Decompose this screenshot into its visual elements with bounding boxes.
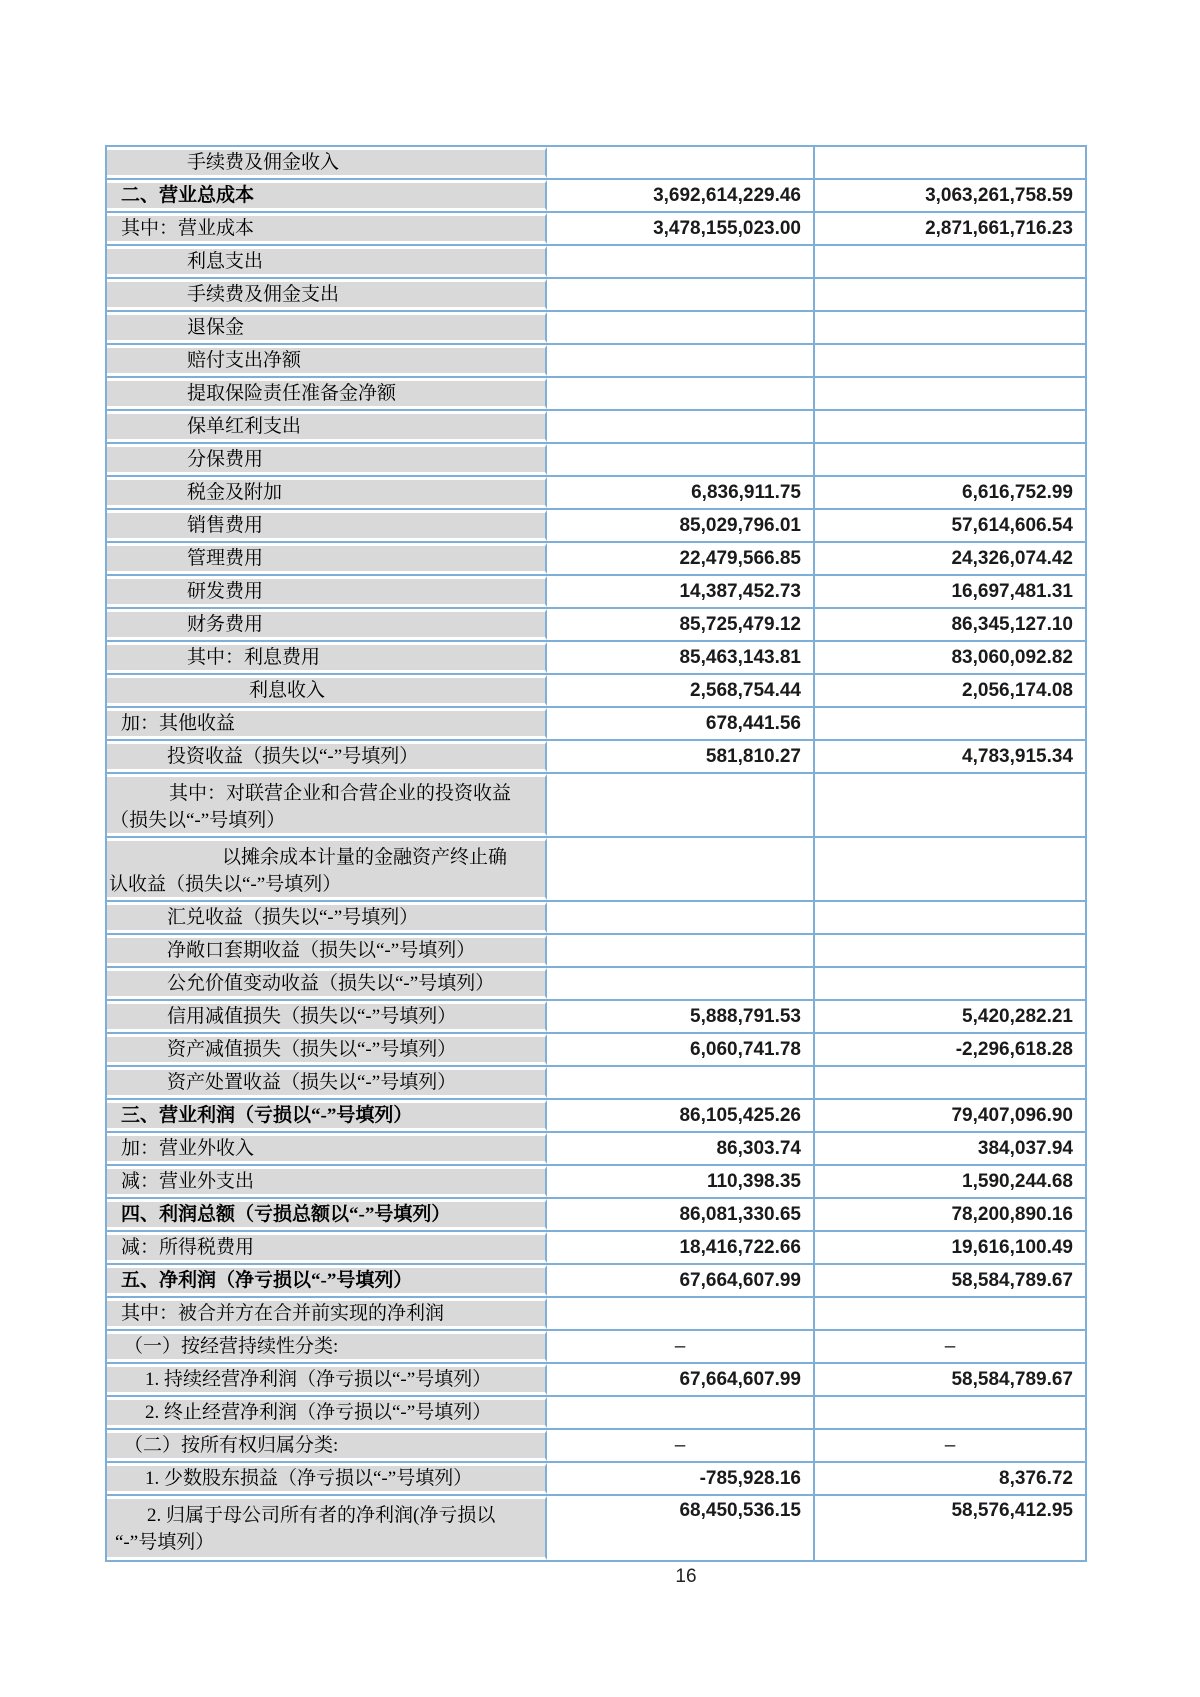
table-row xyxy=(107,1100,1085,1133)
value-prior-period: 5,420,282.21 xyxy=(962,1005,1073,1027)
value-current-period xyxy=(547,345,815,376)
value-current-period xyxy=(547,968,815,999)
value-current-period xyxy=(547,147,815,178)
table-row xyxy=(107,345,1085,378)
table-row xyxy=(107,1133,1085,1166)
row-label xyxy=(107,1496,547,1560)
value-prior-period: 57,614,606.54 xyxy=(951,514,1073,536)
row-label xyxy=(107,935,547,966)
row-label-text: 五、净利润（净亏损以“-”号填列） xyxy=(121,1269,413,1291)
value-current-period: 68,450,536.15 xyxy=(547,1496,815,1560)
table-row xyxy=(107,1166,1085,1199)
row-label xyxy=(107,345,547,376)
value-current-period: 86,105,425.26 xyxy=(547,1100,815,1131)
table-row xyxy=(107,510,1085,543)
value-current-period xyxy=(547,1397,815,1428)
table-row xyxy=(107,774,1085,838)
value-current-period xyxy=(547,279,815,310)
row-label xyxy=(107,411,547,442)
table-row xyxy=(107,968,1085,1001)
value-prior-period: – xyxy=(944,1335,956,1357)
row-label xyxy=(107,279,547,310)
table-row xyxy=(107,1331,1085,1364)
value-prior-period xyxy=(815,838,1085,900)
value-current-period: 6,060,741.78 xyxy=(547,1034,815,1065)
row-label-text: 投资收益（损失以“-”号填列） xyxy=(167,745,419,767)
row-label-line2: 认收益（损失以“-”号填列） xyxy=(109,874,342,895)
row-label-text: 汇兑收益（损失以“-”号填列） xyxy=(167,906,419,928)
row-label-text: 公允价值变动收益（损失以“-”号填列） xyxy=(167,972,495,994)
value-current-period xyxy=(547,411,815,442)
value-prior-period xyxy=(815,411,1085,442)
row-label-text: 保单红利支出 xyxy=(187,415,302,437)
value-current-period: 3,692,614,229.46 xyxy=(547,180,815,211)
value-prior-period: 2,871,661,716.23 xyxy=(925,217,1073,239)
row-label xyxy=(107,708,547,739)
value-prior-period xyxy=(815,774,1085,836)
row-label xyxy=(107,774,547,836)
row-label xyxy=(107,642,547,673)
value-current-period: 22,479,566.85 xyxy=(547,543,815,574)
value-prior-period: 6,616,752.99 xyxy=(962,481,1073,503)
value-prior-period xyxy=(815,345,1085,376)
value-current-period: 85,725,479.12 xyxy=(547,609,815,640)
table-row xyxy=(107,543,1085,576)
row-label-text: 信用减值损失（损失以“-”号填列） xyxy=(167,1005,457,1027)
row-label-text: 减：营业外支出 xyxy=(121,1170,255,1192)
value-prior-period xyxy=(815,708,1085,739)
value-current-period xyxy=(547,774,815,836)
table-row xyxy=(107,642,1085,675)
row-label xyxy=(107,1001,547,1032)
row-label-text: 管理费用 xyxy=(187,547,264,569)
value-current-period: 18,416,722.66 xyxy=(547,1232,815,1263)
value-current-period xyxy=(547,1298,815,1329)
value-current-period xyxy=(547,935,815,966)
value-current-period: 2,568,754.44 xyxy=(547,675,815,706)
value-current-period: 85,463,143.81 xyxy=(547,642,815,673)
value-prior-period: 384,037.94 xyxy=(977,1137,1073,1159)
row-label xyxy=(107,576,547,607)
row-label xyxy=(107,213,547,244)
value-prior-period xyxy=(815,312,1085,343)
value-current-period: 86,081,330.65 xyxy=(547,1199,815,1230)
row-label-text: 分保费用 xyxy=(187,448,264,470)
value-current-period xyxy=(547,1067,815,1098)
row-label-text: 其中：利息费用 xyxy=(187,646,321,668)
row-label xyxy=(107,968,547,999)
row-label-text: 三、营业利润（亏损以“-”号填列） xyxy=(121,1104,413,1126)
row-label xyxy=(107,1265,547,1296)
row-label xyxy=(107,1364,547,1395)
row-label xyxy=(107,180,547,211)
value-prior-period xyxy=(815,246,1085,277)
row-label-text: 销售费用 xyxy=(187,514,264,536)
row-label-text: 资产减值损失（损失以“-”号填列） xyxy=(167,1038,457,1060)
row-label xyxy=(107,1430,547,1461)
value-current-period xyxy=(547,378,815,409)
table-row xyxy=(107,378,1085,411)
row-label-text: 其中：被合并方在合并前实现的净利润 xyxy=(121,1302,445,1324)
value-prior-period: 58,584,789.67 xyxy=(951,1269,1073,1291)
row-label xyxy=(107,477,547,508)
value-current-period: 3,478,155,023.00 xyxy=(547,213,815,244)
value-prior-period: 4,783,915.34 xyxy=(962,745,1073,767)
value-prior-period: 24,326,074.42 xyxy=(951,547,1073,569)
table-row xyxy=(107,741,1085,774)
row-label-text: （二）按所有权归属分类: xyxy=(124,1434,339,1456)
row-label xyxy=(107,543,547,574)
row-label-text: 2. 终止经营净利润（净亏损以“-”号填列） xyxy=(145,1401,492,1423)
table-row xyxy=(107,477,1085,510)
row-label xyxy=(107,902,547,933)
row-label-text: 赔付支出净额 xyxy=(187,349,302,371)
row-label xyxy=(107,1133,547,1164)
row-label xyxy=(107,1100,547,1131)
row-label-text: 其中：营业成本 xyxy=(121,217,255,239)
row-label xyxy=(107,1034,547,1065)
row-label-text: （一）按经营持续性分类: xyxy=(124,1335,339,1357)
row-label xyxy=(107,1463,547,1494)
row-label xyxy=(107,838,547,900)
row-label xyxy=(107,1232,547,1263)
row-label xyxy=(107,609,547,640)
row-label-line2: （损失以“-”号填列） xyxy=(110,810,286,831)
table-row xyxy=(107,1430,1085,1463)
table-row xyxy=(107,1364,1085,1397)
table-row xyxy=(107,147,1085,180)
value-current-period xyxy=(547,246,815,277)
table-row xyxy=(107,1496,1085,1560)
value-current-period: 14,387,452.73 xyxy=(547,576,815,607)
row-label-text: 财务费用 xyxy=(187,613,264,635)
value-current-period xyxy=(547,838,815,900)
value-prior-period: -2,296,618.28 xyxy=(955,1038,1073,1060)
value-current-period xyxy=(547,902,815,933)
value-prior-period xyxy=(815,1397,1085,1428)
value-current-period: – xyxy=(547,1331,815,1362)
value-prior-period xyxy=(815,147,1085,178)
row-label xyxy=(107,246,547,277)
row-label-text: 加：其他收益 xyxy=(121,712,236,734)
row-label-text: 1. 持续经营净利润（净亏损以“-”号填列） xyxy=(145,1368,492,1390)
value-prior-period: 79,407,096.90 xyxy=(951,1104,1073,1126)
table-row xyxy=(107,246,1085,279)
table-row xyxy=(107,1001,1085,1034)
value-prior-period: – xyxy=(944,1434,956,1456)
row-label-text: 利息支出 xyxy=(187,250,264,272)
table-row xyxy=(107,1265,1085,1298)
row-label-line2: “-”号填列） xyxy=(115,1532,215,1553)
value-prior-period: 1,590,244.68 xyxy=(962,1170,1073,1192)
row-label xyxy=(107,1166,547,1197)
row-label-line1: 以摊余成本计量的金融资产终止确 xyxy=(222,847,508,868)
value-prior-period: 19,616,100.49 xyxy=(951,1236,1073,1258)
row-label-text: 退保金 xyxy=(187,316,245,338)
row-label-text: 净敞口套期收益（损失以“-”号填列） xyxy=(167,939,476,961)
value-prior-period: 8,376.72 xyxy=(999,1467,1073,1489)
row-label-text: 手续费及佣金支出 xyxy=(187,283,340,305)
value-prior-period: 86,345,127.10 xyxy=(951,613,1073,635)
value-prior-period: 16,697,481.31 xyxy=(951,580,1073,602)
value-prior-period xyxy=(815,935,1085,966)
row-label-text: 研发费用 xyxy=(187,580,264,602)
value-current-period: 6,836,911.75 xyxy=(547,477,815,508)
row-label xyxy=(107,675,547,706)
row-label xyxy=(107,1331,547,1362)
table-row xyxy=(107,675,1085,708)
row-label xyxy=(107,312,547,343)
table-row xyxy=(107,444,1085,477)
row-label-text: 利息收入 xyxy=(249,679,326,701)
row-label-text: 四、利润总额（亏损总额以“-”号填列） xyxy=(121,1203,451,1225)
value-current-period: 110,398.35 xyxy=(547,1166,815,1197)
value-current-period xyxy=(547,312,815,343)
row-label-text: 资产处置收益（损失以“-”号填列） xyxy=(167,1071,457,1093)
value-current-period: 86,303.74 xyxy=(547,1133,815,1164)
row-label-text: 手续费及佣金收入 xyxy=(187,151,340,173)
row-label-line1: 2. 归属于母公司所有者的净利润(净亏损以 xyxy=(147,1505,496,1526)
row-label xyxy=(107,147,547,178)
table-row xyxy=(107,1463,1085,1496)
value-current-period: -785,928.16 xyxy=(547,1463,815,1494)
row-label-text: 1. 少数股东损益（净亏损以“-”号填列） xyxy=(145,1467,473,1489)
value-prior-period: 78,200,890.16 xyxy=(951,1203,1073,1225)
row-label-text: 减：所得税费用 xyxy=(121,1236,255,1258)
value-prior-period xyxy=(815,1298,1085,1329)
table-row xyxy=(107,902,1085,935)
value-current-period: 678,441.56 xyxy=(547,708,815,739)
table-row xyxy=(107,213,1085,246)
table-row xyxy=(107,279,1085,312)
table-row xyxy=(107,1397,1085,1430)
value-prior-period: 83,060,092.82 xyxy=(951,646,1073,668)
table-row xyxy=(107,411,1085,444)
value-prior-period: 3,063,261,758.59 xyxy=(925,184,1073,206)
table-row xyxy=(107,312,1085,345)
row-label xyxy=(107,1199,547,1230)
table-row xyxy=(107,1232,1085,1265)
table-row xyxy=(107,576,1085,609)
value-current-period: – xyxy=(547,1430,815,1461)
value-current-period: 85,029,796.01 xyxy=(547,510,815,541)
value-current-period: 67,664,607.99 xyxy=(547,1364,815,1395)
row-label-text: 税金及附加 xyxy=(187,481,283,503)
row-label xyxy=(107,444,547,475)
table-row xyxy=(107,708,1085,741)
value-prior-period: 58,576,412.95 xyxy=(951,1500,1073,1521)
row-label xyxy=(107,741,547,772)
value-current-period: 67,664,607.99 xyxy=(547,1265,815,1296)
table-row xyxy=(107,180,1085,213)
table-row xyxy=(107,1298,1085,1331)
value-prior-period xyxy=(815,444,1085,475)
value-prior-period: 2,056,174.08 xyxy=(962,679,1073,701)
income-statement-table xyxy=(105,145,1087,1562)
value-current-period xyxy=(547,444,815,475)
row-label xyxy=(107,510,547,541)
row-label xyxy=(107,1067,547,1098)
row-label-text: 二、营业总成本 xyxy=(121,184,255,206)
row-label xyxy=(107,1397,547,1428)
value-prior-period xyxy=(815,902,1085,933)
value-prior-period xyxy=(815,1067,1085,1098)
value-current-period: 581,810.27 xyxy=(547,741,815,772)
row-label xyxy=(107,378,547,409)
row-label xyxy=(107,1298,547,1329)
row-label-text: 提取保险责任准备金净额 xyxy=(187,382,397,404)
row-label-text: 加：营业外收入 xyxy=(121,1137,255,1159)
table-row xyxy=(107,609,1085,642)
value-prior-period xyxy=(815,279,1085,310)
table-row xyxy=(107,838,1085,902)
value-prior-period xyxy=(815,968,1085,999)
page-number: 16 xyxy=(675,1566,697,1587)
value-prior-period xyxy=(815,378,1085,409)
table-row xyxy=(107,1199,1085,1232)
table-row xyxy=(107,935,1085,968)
value-current-period: 5,888,791.53 xyxy=(547,1001,815,1032)
row-label-line1: 其中：对联营企业和合营企业的投资收益 xyxy=(169,783,512,804)
table-row xyxy=(107,1067,1085,1100)
table-row xyxy=(107,1034,1085,1067)
value-prior-period: 58,584,789.67 xyxy=(951,1368,1073,1390)
